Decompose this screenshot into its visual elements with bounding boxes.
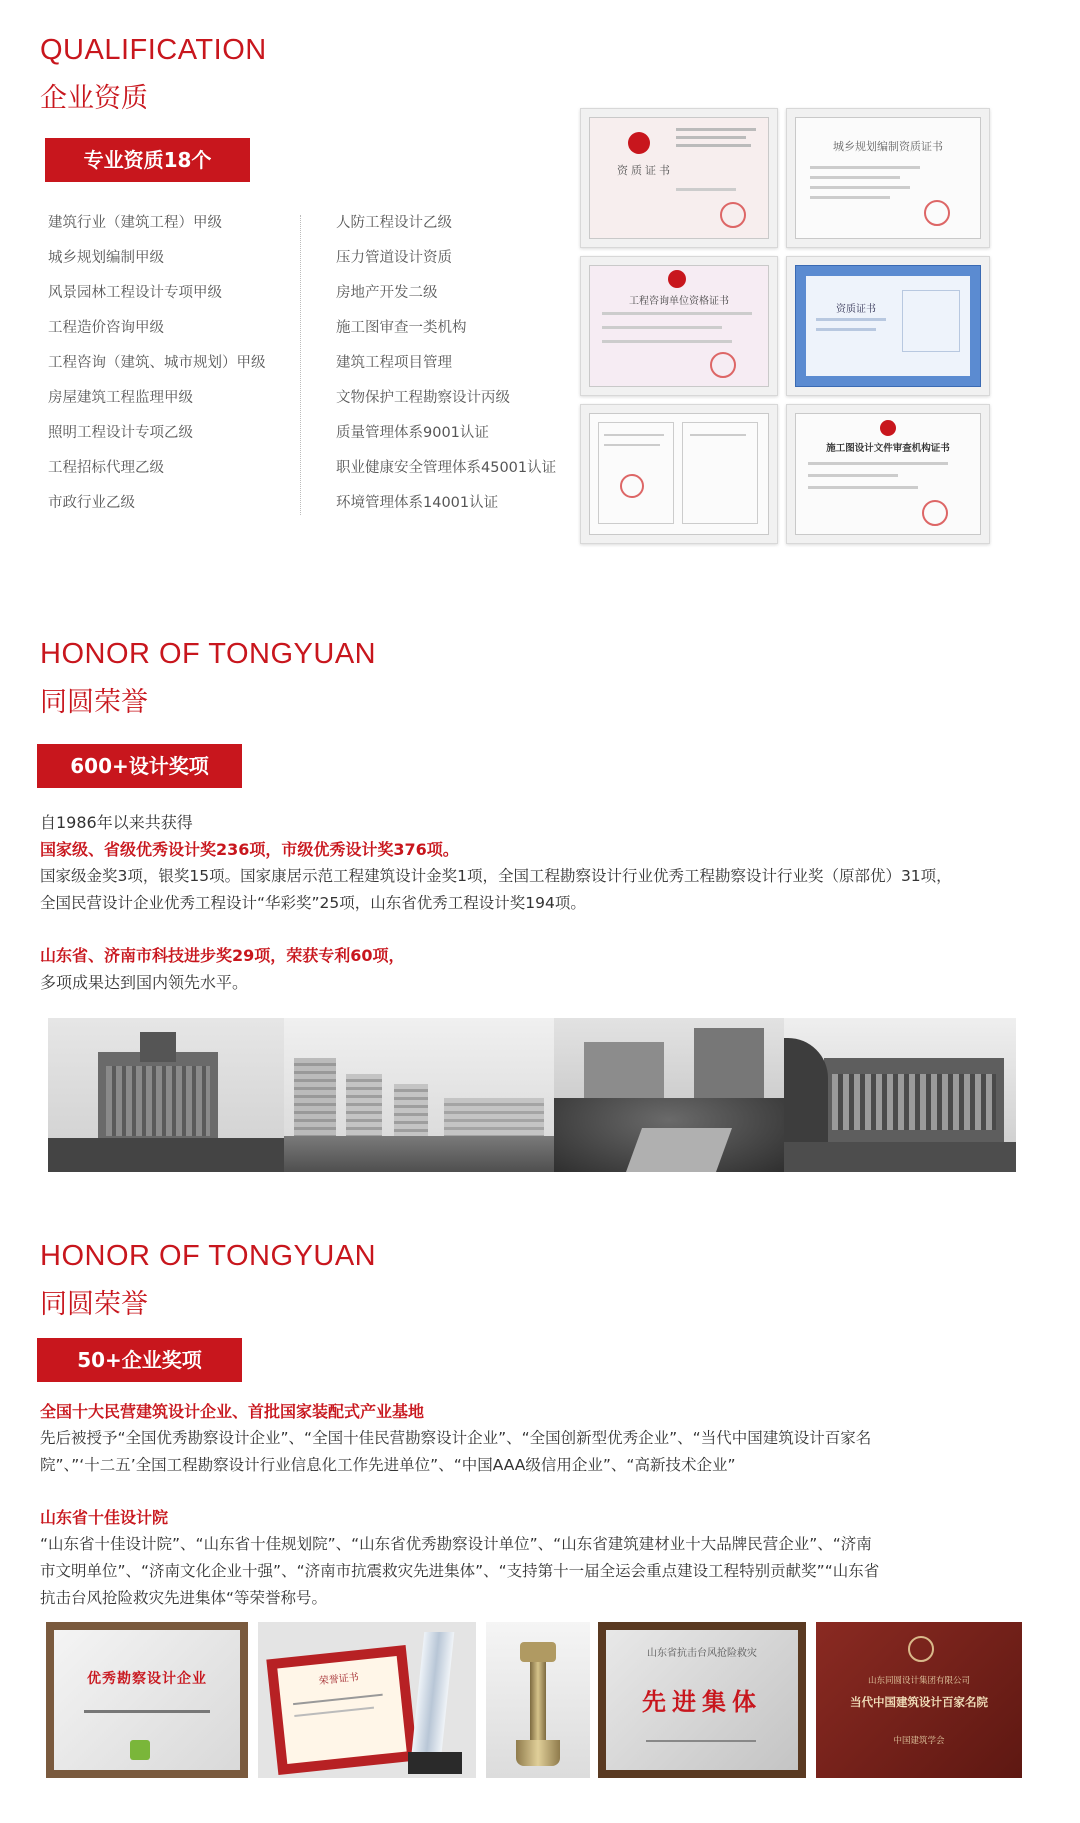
certificate-caption: 施工图设计文件审查机构证书 xyxy=(826,443,950,454)
plaque-title: 优秀勘察设计企业 xyxy=(87,1671,207,1687)
honor-highlight-line: 山东省十佳设计院 xyxy=(40,1508,169,1527)
certificate-image xyxy=(786,256,990,396)
list-item: 环境管理体系14001认证 xyxy=(336,495,499,511)
award-plaque xyxy=(598,1622,806,1778)
list-divider xyxy=(300,215,301,515)
list-item: 工程招标代理乙级 xyxy=(48,460,164,476)
list-item: 照明工程设计专项乙级 xyxy=(48,425,193,441)
trophy-photo xyxy=(486,1622,590,1778)
honor-highlight-line: 全国十大民营建筑设计企业、首批国家装配式产业基地 xyxy=(40,1402,425,1421)
list-item: 房屋建筑工程监理甲级 xyxy=(48,390,193,406)
plaque-issuer: 中国建筑学会 xyxy=(893,1736,945,1746)
list-item: 城乡规划编制甲级 xyxy=(48,250,164,266)
honor-title-en: HONOR OF TONGYUAN xyxy=(40,638,377,670)
list-item: 职业健康安全管理体系45001认证 xyxy=(336,460,557,476)
list-item: 风景园林工程设计专项甲级 xyxy=(48,285,222,301)
list-item: 人防工程设计乙级 xyxy=(336,215,452,231)
certificate-caption: 资质证书 xyxy=(617,164,673,177)
qualification-title-en: QUALIFICATION xyxy=(40,34,267,66)
honor-highlight-line: 国家级、省级优秀设计奖236项，市级优秀设计奖376项。 xyxy=(40,840,459,859)
list-item: 文物保护工程勘察设计丙级 xyxy=(336,390,510,406)
list-item: 质量管理体系9001认证 xyxy=(336,425,489,441)
honor-text-line: 市文明单位”、“济南文化企业十强”、“济南市抗震救灾先进集体”、“支持第十一届全运会重点建设工程特别贡献奖”“山东省 xyxy=(40,1562,880,1580)
certificate-caption: 城乡规划编制资质证书 xyxy=(833,140,943,153)
certificate-image xyxy=(786,404,990,544)
honor-text-line: 抗击台风抢险救灾先进集体“等荣誉称号。 xyxy=(40,1589,328,1607)
qualification-badge: 专业资质18个 xyxy=(45,138,250,182)
honor-title-cn: 同圆荣誉 xyxy=(40,687,148,718)
list-item: 建筑工程项目管理 xyxy=(336,355,452,371)
design-awards-badge: 600+设计奖项 xyxy=(37,744,242,788)
certificate-caption: 工程咨询单位资格证书 xyxy=(629,296,729,307)
honor-text-line: 先后被授予“全国优秀勘察设计企业”、“全国十佳民营勘察设计企业”、“全国创新型优秀企业”、“当代中国建筑设计百家名 xyxy=(40,1429,872,1447)
list-item: 压力管道设计资质 xyxy=(336,250,452,266)
honor-text-line: 国家级金奖3项，银奖15项。国家康居示范工程建筑设计金奖1项，全国工程勘察设计行业优秀工程勘察设计行业奖（原部优）31项， xyxy=(40,867,952,885)
list-item: 房地产开发二级 xyxy=(336,285,438,301)
honor-text-line: “山东省十佳设计院”、“山东省十佳规划院”、“山东省优秀勘察设计单位”、“山东省建筑建材业十大品牌民营企业”、“济南 xyxy=(40,1535,872,1553)
enterprise-awards-badge: 50+企业奖项 xyxy=(37,1338,242,1382)
honor-text-line: 自1986年以来共获得 xyxy=(40,813,193,832)
list-item: 建筑行业（建筑工程）甲级 xyxy=(48,215,222,231)
award-plaque xyxy=(816,1622,1022,1778)
list-item: 工程造价咨询甲级 xyxy=(48,320,164,336)
plaque-title: 先进集体 xyxy=(642,1688,762,1716)
building-photo xyxy=(48,1018,284,1172)
plaque-company: 山东同圆设计集团有限公司 xyxy=(867,1676,970,1686)
qualification-right-list xyxy=(336,206,556,521)
plaque-subtitle: 山东省抗击台风抢险救灾 xyxy=(647,1648,757,1659)
list-item: 施工图审查一类机构 xyxy=(336,320,467,336)
list-item: 工程咨询（建筑、城市规划）甲级 xyxy=(48,355,266,371)
list-item: 市政行业乙级 xyxy=(48,495,135,511)
certificate-image xyxy=(580,404,778,544)
plaque-title: 当代中国建筑设计百家名院 xyxy=(850,1695,988,1709)
certificate-image xyxy=(786,108,990,248)
building-photo xyxy=(554,1018,784,1172)
certificate-caption: 资质证书 xyxy=(836,304,876,315)
building-photo xyxy=(284,1018,554,1172)
qualification-left-list xyxy=(48,206,266,521)
building-photo xyxy=(784,1018,1016,1172)
qualification-title-cn: 企业资质 xyxy=(40,83,148,114)
plaque-title: 荣誉证书 xyxy=(318,1672,360,1688)
honor-text-line: 院”、”‘十二五’全国工程勘察设计行业信息化工作先进单位”、“中国AAA级信用企业”、“高新技术企业” xyxy=(40,1456,736,1474)
honor-title-cn: 同圆荣誉 xyxy=(40,1289,148,1320)
honor-highlight-line: 山东省、济南市科技进步奖29项，荣获专利60项， xyxy=(40,946,405,965)
honor-text-line: 多项成果达到国内领先水平。 xyxy=(40,973,249,992)
award-plaque xyxy=(46,1622,248,1778)
certificate-image xyxy=(580,108,778,248)
award-certificate-photo xyxy=(258,1622,476,1778)
certificate-image xyxy=(580,256,778,396)
honor-title-en: HONOR OF TONGYUAN xyxy=(40,1240,377,1272)
honor-text-line: 全国民营设计企业优秀工程设计“华彩奖”25项，山东省优秀工程设计奖194项。 xyxy=(40,894,586,912)
